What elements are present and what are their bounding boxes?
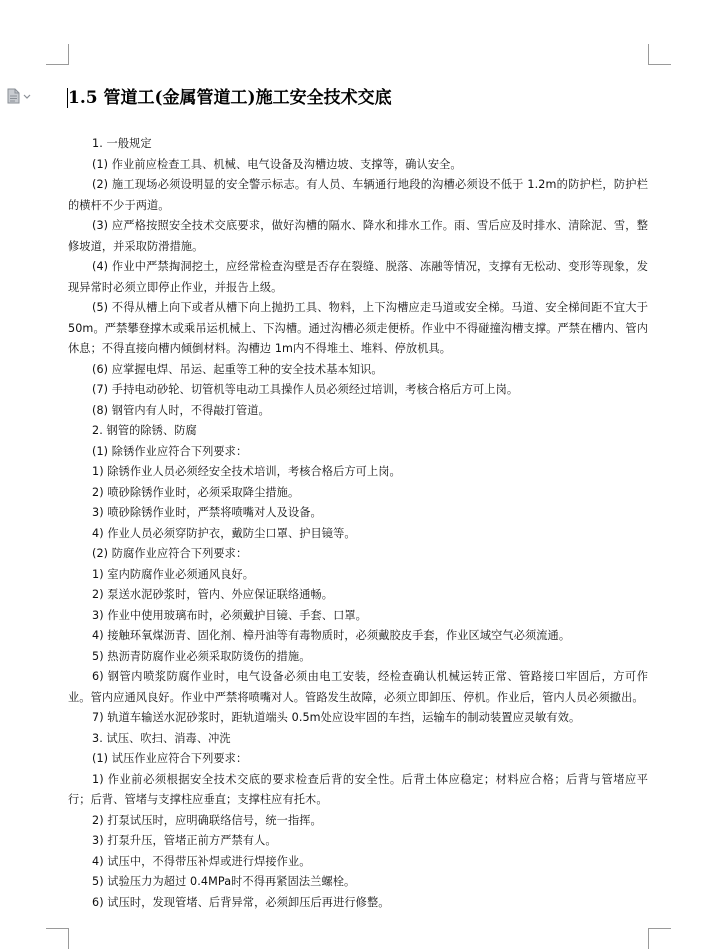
paragraph: 3. 试压、吹扫、消毒、冲洗 [92,731,231,745]
document-options-icon[interactable] [6,88,32,104]
paragraph: (3) 应严格按照安全技术交底要求，做好沟槽的隔水、降水和排水工作。雨、雪后应及时排水、清除泥、雪，整修坡道，并采取防滑措施。 [68,219,648,253]
crop-mark-top-left [46,44,69,65]
paragraph: 4) 作业人员必须穿防护衣，戴防尘口罩、护目镜等。 [92,526,356,540]
paragraph: 5) 热沥青防腐作业必须采取防烫伤的措施。 [92,649,311,663]
paragraph: (6) 应掌握电焊、吊运、起重等工种的安全技术基本知识。 [92,362,383,376]
paragraph: (2) 防腐作业应符合下列要求： [92,547,248,560]
paragraph: 1) 除锈作业人员必须经安全技术培训，考核合格后方可上岗。 [92,465,401,478]
paragraph: 1) 作业前必须根据安全技术交底的要求检查后背的安全性。后背土体应稳定；材料应合格；后背与管堵应平行；后背、管堵与支撑柱应垂直；支撑柱应有托木。 [68,772,648,806]
paragraph: 1. 一般规定 [92,137,152,150]
paragraph: 2) 泵送水泥砂浆时，管内、外应保证联络通畅。 [92,588,334,601]
paragraph: 4) 接触环氧煤沥青、固化剂、樟丹油等有毒物质时，必须戴胶皮手套，作业区域空气必须流通。 [92,629,571,642]
crop-mark-top-right [648,44,671,65]
paragraph: (5) 不得从槽上向下或者从槽下向上抛扔工具、物料，上下沟槽应走马道或安全梯。马道、安全梯间距不宜大于 50m。严禁攀登撑木或乘吊运机械上、下沟槽。通过沟槽必须走便桥。作业中不得碰撞沟槽支撑。严禁在槽内、管内休息；不得直接向槽内倾倒材料。沟槽边 1m内不得堆土、堆料、停放机具。 [68,301,648,355]
paragraph: 2) 打泵试压时，应明确联络信号，统一指挥。 [92,813,322,827]
paragraph: (4) 作业中严禁掏洞挖土，应经常检查沟壁是否存在裂缝、脱落、冻融等情况，支撑有无松动、变形等现象，发现异常时必须立即停止作业，并报告上级。 [68,260,648,294]
paragraph: 4) 试压中，不得带压补焊或进行焊接作业。 [92,854,311,868]
paragraph: 2) 喷砂除锈作业时，必须采取降尘措施。 [92,485,300,499]
crop-mark-bottom-right [648,928,671,949]
paragraph: (1) 除锈作业应符合下列要求： [92,444,248,458]
paragraph: (7) 手持电动砂轮、切管机等电动工具操作人员必须经过培训，考核合格后方可上岗。 [92,383,519,396]
paragraph: 1) 室内防腐作业必须通风良好。 [92,567,255,581]
paragraph: (2) 施工现场必须设明显的安全警示标志。有人员、车辆通行地段的沟槽必须设不低于 1.2m的防护栏，防护栏的横杆不少于两道。 [68,178,648,212]
paragraph: (8) 钢管内有人时，不得敲打管道。 [92,403,270,417]
paragraph: 6) 钢管内喷浆防腐作业时，电气设备必须由电工安装，经检查确认机械运转正常、管路接口牢固后，方可作业。管内应通风良好。作业中严禁将喷嘴对人。管路发生故障，必须立即卸压、停机。作业后，管内人员必须撤出。 [68,670,648,704]
paragraph: (1) 试压作业应符合下列要求： [92,752,248,765]
paragraph: 5) 试验压力为超过 0.4MPa时不得再紧固法兰螺栓。 [92,875,356,888]
paragraph: (1) 作业前应检查工具、机械、电气设备及沟槽边坡、支撑等，确认安全。 [92,157,462,171]
document-body[interactable] [68,134,648,913]
crop-mark-bottom-left [46,928,69,949]
paragraph: 6) 试压时，发现管堵、后背异常，必须卸压后再进行修整。 [92,895,390,909]
paragraph: 2. 钢管的除锈、防腐 [92,424,197,437]
paragraph: 7) 轨道车输送水泥砂浆时，距轨道端头 0.5m处应设牢固的车挡，运输车的制动装置应灵敏有效。 [92,711,581,724]
document-title: 1.5 管道工(金属管道工)施工安全技术交底 [68,88,392,108]
paragraph: 3) 打泵升压，管堵正前方严禁有人。 [92,834,277,847]
paragraph: 3) 喷砂除锈作业时，严禁将喷嘴对人及设备。 [92,506,322,519]
paragraph: 3) 作业中使用玻璃布时，必须戴护目镜、手套、口罩。 [92,608,367,622]
